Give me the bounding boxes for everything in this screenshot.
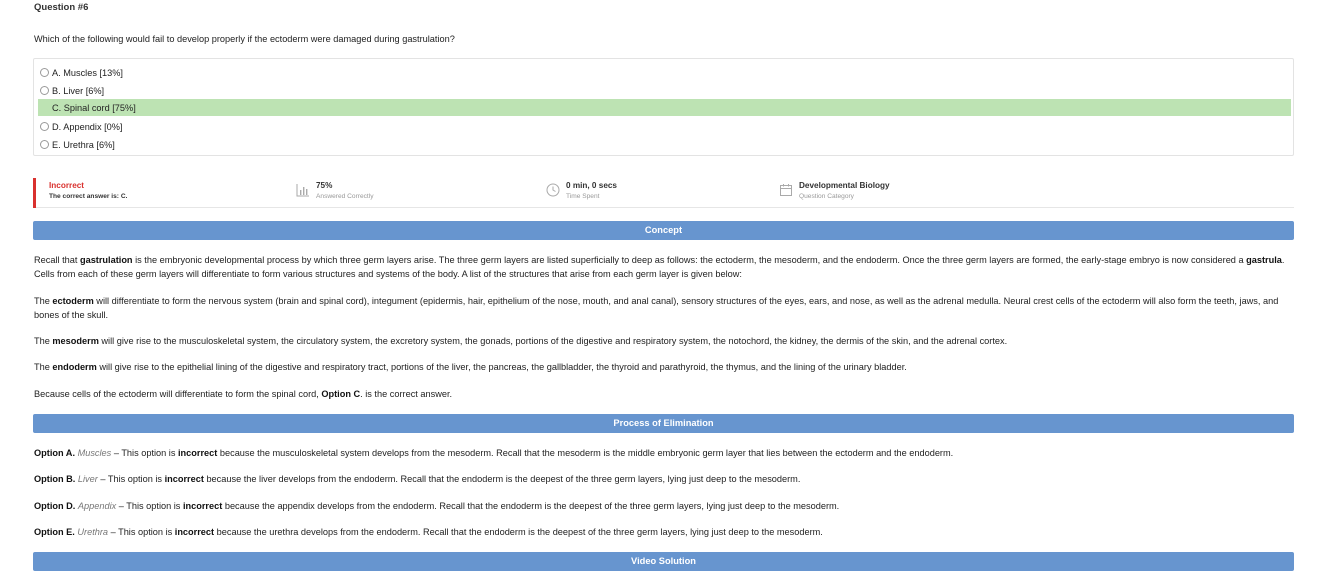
endoderm-paragraph: The endoderm will give rise to the epithelial lining of the digestive and respiratory tract, portions of the liver, the pancreas, the gallbladder, the thyroid and parathyroid, the thymus, and the lining of the urinary bladder.: [34, 362, 907, 372]
calendar-icon: [779, 183, 793, 197]
bar-chart-icon: [296, 183, 310, 197]
answer-list: [33, 58, 1294, 156]
percent-stat: [296, 181, 374, 200]
result-text: Incorrect: [49, 181, 85, 190]
answer-option-c-correct[interactable]: [38, 99, 1291, 116]
answer-label: B. Liver [6%]: [52, 85, 105, 96]
radio-button[interactable]: [40, 122, 49, 131]
question-text: Which of the following would fail to develop properly if the ectoderm were damaged during gastrulation?: [34, 34, 455, 44]
question-title: Question #6: [34, 2, 89, 13]
video-solution-header[interactable]: Video Solution: [33, 552, 1294, 571]
result-stat: [49, 181, 127, 200]
clock-icon: [546, 183, 560, 197]
category-label: Question Category: [799, 193, 854, 200]
elimination-option-e: Option E. Urethra – This option is incorrect because the urethra develops from the endoderm. Recall that the endoderm is the deepest of the three germ layers, lying just deep to the mesoderm.: [34, 527, 823, 537]
answer-label: E. Urethra [6%]: [52, 139, 115, 150]
time-value: 0 min, 0 secs: [566, 181, 617, 190]
category-value: Developmental Biology: [799, 181, 890, 190]
elimination-option-b: Option B. Liver – This option is incorrect because the liver develops from the endoderm. Recall that the endoderm is the deepest of the three germ layers, lying just deep to the mesoderm.: [34, 474, 801, 484]
elimination-option-a: Option A. Muscles – This option is incorrect because the musculoskeletal system develops from the mesoderm. Recall that the mesoderm is the middle embryonic germ layer that lies between the ectoderm and the endoderm.: [34, 448, 954, 458]
correct-answer-text: The correct answer is: C.: [49, 193, 128, 200]
conclusion-paragraph: Because cells of the ectoderm will differentiate to form the spinal cord, Option C. is the correct answer.: [34, 389, 453, 399]
time-stat: [546, 181, 617, 200]
time-label: Time Spent: [566, 193, 600, 200]
answer-label: A. Muscles [13%]: [52, 67, 123, 78]
percent-value: 75%: [316, 181, 333, 190]
answer-option-b[interactable]: [38, 82, 1291, 99]
radio-button[interactable]: [40, 68, 49, 77]
concept-paragraph: Recall that gastrulation is the embryonic developmental process by which three germ layers arise. The three germ layers are listed superficially to deep as follows: the ectoderm, the mesoderm, and the endoderm. Once the three germ layers are formed, the early-stage embryo is now considered a gastrula. Cells from each of these germ layers will differentiate to form various structures and systems of the body. A list of the structures that arise from each germ layer is given below:: [34, 255, 1285, 279]
elimination-option-d: Option D. Appendix – This option is incorrect because the appendix develops from the endoderm. Recall that the endoderm is the deepest of the three germ layers, lying just deep to the mesoderm.: [34, 501, 840, 511]
answer-option-d[interactable]: [38, 118, 1291, 135]
answer-option-a[interactable]: [38, 64, 1291, 81]
elimination-header[interactable]: Process of Elimination: [33, 414, 1294, 433]
percent-label: Answered Correctly: [316, 193, 374, 200]
incorrect-indicator: [33, 178, 36, 208]
radio-button[interactable]: [40, 86, 49, 95]
concept-header[interactable]: Concept: [33, 221, 1294, 240]
answer-label: C. Spinal cord [75%]: [52, 102, 136, 113]
answer-option-e[interactable]: [38, 136, 1291, 153]
ectoderm-paragraph: The ectoderm will differentiate to form the nervous system (brain and spinal cord), integument (epidermis, hair, epithelium of the nose, mouth, and anal canal), sensory structures of the eyes, ears, and nose, as well as the adrenal medulla. Neural crest cells of the ectoderm will also form the teeth, jaws, and bones of the skull.: [34, 296, 1279, 320]
mesoderm-paragraph: The mesoderm will give rise to the musculoskeletal system, the circulatory system, the excretory system, the gonads, portions of the digestive and respiratory system, the notochord, the kidney, the dermis of the skin, and the adrenal cortex.: [34, 336, 1008, 346]
radio-button[interactable]: [40, 140, 49, 149]
result-stats: [33, 178, 1294, 208]
category-stat: [779, 181, 890, 200]
answer-label: D. Appendix [0%]: [52, 121, 123, 132]
